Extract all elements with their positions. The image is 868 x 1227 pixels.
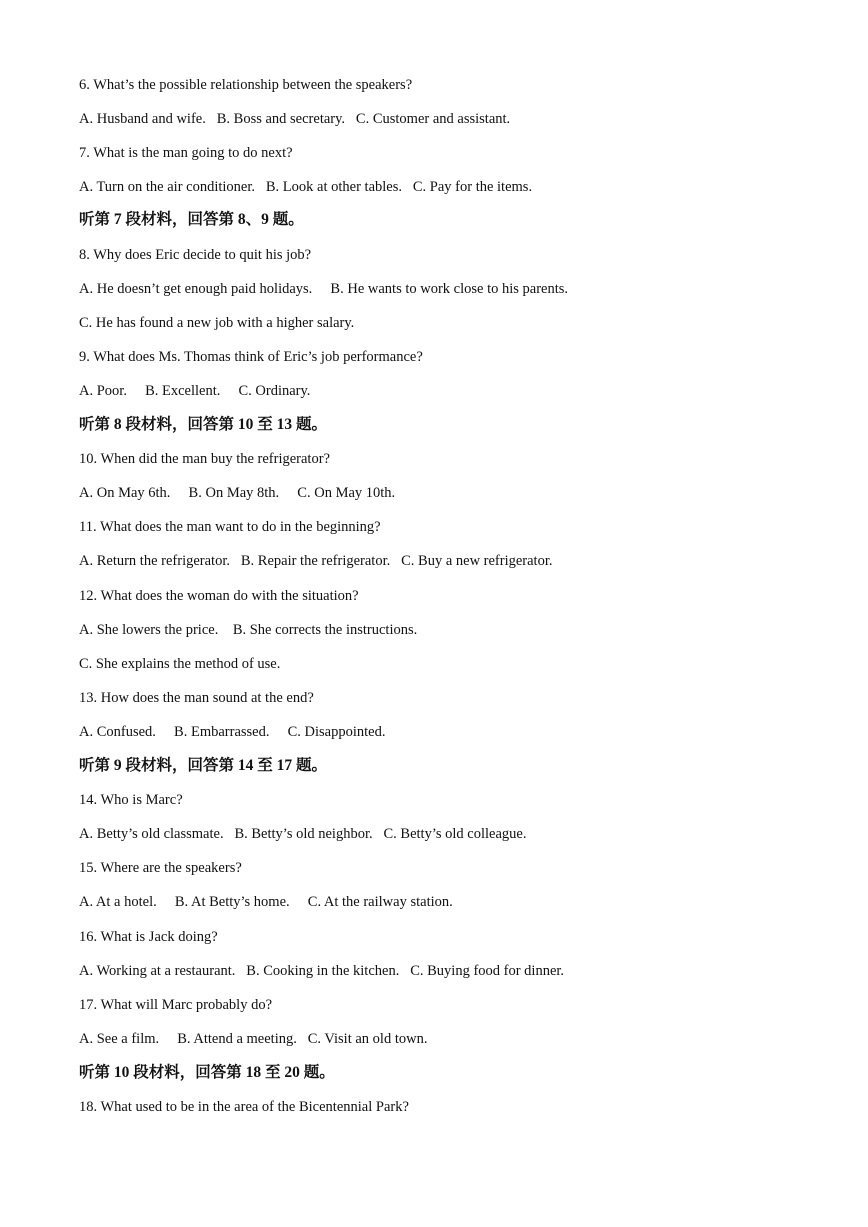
options-16: A. Working at a restaurant. B. Cooking in the kitchen. C. Buying food for dinner. [79,963,565,979]
options-10: A. On May 6th. B. On May 8th. C. On May 10th. [79,485,396,501]
question-18: 18. What used to be in the area of the Bicentennial Park? [79,1099,409,1115]
question-6: 6. What’s the possible relationship between the speakers? [79,77,413,93]
options-13: A. Confused. B. Embarrassed. C. Disappointed. [79,724,386,740]
options-11: A. Return the refrigerator. B. Repair the refrigerator. C. Buy a new refrigerator. [79,553,553,569]
options-6: A. Husband and wife. B. Boss and secretary. C. Customer and assistant. [79,111,511,127]
question-14: 14. Who is Marc? [79,792,183,808]
section-heading-7: 听第 7 段材料，回答第 8、9 题。 [79,211,304,228]
options-7: A. Turn on the air conditioner. B. Look at other tables. C. Pay for the items. [79,179,533,195]
question-13: 13. How does the man sound at the end? [79,690,314,706]
section-heading-9: 听第 9 段材料，回答第 14 至 17 题。 [79,757,328,774]
question-16: 16. What is Jack doing? [79,929,218,945]
question-17: 17. What will Marc probably do? [79,997,273,1013]
options-12-c: C. She explains the method of use. [79,656,281,672]
section-heading-10: 听第 10 段材料，回答第 18 至 20 题。 [79,1064,335,1081]
options-9: A. Poor. B. Excellent. C. Ordinary. [79,383,311,399]
question-8: 8. Why does Eric decide to quit his job? [79,247,312,263]
question-12: 12. What does the woman do with the situation? [79,588,359,604]
question-15: 15. Where are the speakers? [79,860,242,876]
question-11: 11. What does the man want to do in the beginning? [79,519,381,535]
options-12-ab: A. She lowers the price. B. She corrects the instructions. [79,622,418,638]
question-9: 9. What does Ms. Thomas think of Eric’s job performance? [79,349,423,365]
options-15: A. At a hotel. B. At Betty’s home. C. At the railway station. [79,894,453,910]
question-7: 7. What is the man going to do next? [79,145,293,161]
options-8-ab: A. He doesn’t get enough paid holidays. B. He wants to work close to his parents. [79,281,569,297]
options-8-c: C. He has found a new job with a higher salary. [79,315,355,331]
options-14: A. Betty’s old classmate. B. Betty’s old neighbor. C. Betty’s old colleague. [79,826,527,842]
question-10: 10. When did the man buy the refrigerator? [79,451,330,467]
section-heading-8: 听第 8 段材料，回答第 10 至 13 题。 [79,416,328,433]
options-17: A. See a film. B. Attend a meeting. C. Visit an old town. [79,1031,428,1047]
